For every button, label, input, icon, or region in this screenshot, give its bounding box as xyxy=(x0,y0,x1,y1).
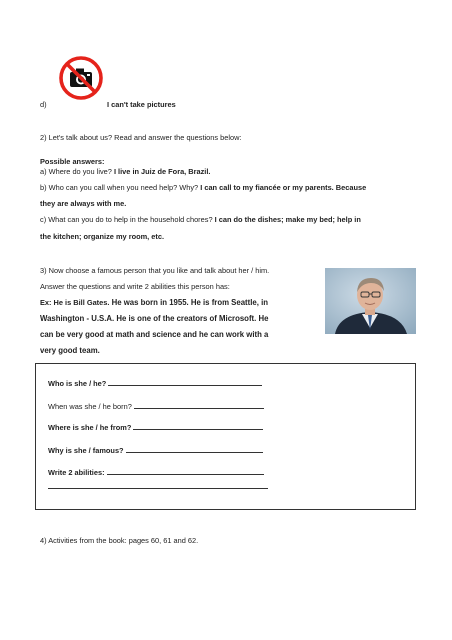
item-d-letter: d) xyxy=(40,100,47,109)
when-answer-line[interactable] xyxy=(134,401,264,409)
question-c: c) What can you do to help in the household chores? xyxy=(40,215,215,224)
why-label: Why is she / famous? xyxy=(48,446,124,455)
who-answer-line[interactable] xyxy=(108,378,262,386)
answer-c: I can do the dishes; make my bed; help in xyxy=(214,215,361,224)
section2-heading: 2) Let's talk about us? Read and answer the questions below: xyxy=(40,133,242,142)
when-row xyxy=(48,401,264,412)
where-label: Where is she / he from? xyxy=(48,423,132,432)
example-line-2: Washington - U.S.A. He is one of the creators of Microsoft. He xyxy=(40,314,269,323)
item-d-text: I can't take pictures xyxy=(107,100,176,109)
who-row xyxy=(48,378,262,389)
possible-answers-label: Possible answers: xyxy=(40,157,105,166)
answer-b-continued: they are always with me. xyxy=(40,199,127,208)
answer-b: I can call to my fiancée or my parents. Because xyxy=(200,183,367,192)
abilities-row xyxy=(48,467,264,478)
why-answer-line[interactable] xyxy=(126,445,263,453)
extra-answer-line[interactable] xyxy=(48,488,268,489)
example-line-1 xyxy=(40,298,268,308)
qa-line-b xyxy=(40,183,366,193)
abilities-answer-line[interactable] xyxy=(107,467,264,475)
where-answer-line[interactable] xyxy=(133,422,263,430)
why-row xyxy=(48,445,263,456)
section3-heading: 3) Now choose a famous person that you like and talk about her / him. xyxy=(40,266,270,275)
no-camera-icon xyxy=(59,56,103,100)
portrait-photo xyxy=(325,268,416,334)
example-line-4: very good team. xyxy=(40,346,100,355)
qa-line-c xyxy=(40,215,361,225)
example-text-1: He was born in 1955. He is from Seattle, in xyxy=(109,298,269,307)
when-label: When was she / he born? xyxy=(48,402,132,411)
answer-c-continued: the kitchen; organize my room, etc. xyxy=(40,232,165,241)
question-b: b) Who can you call when you need help? Why? xyxy=(40,183,201,192)
section4-text: 4) Activities from the book: pages 60, 61 and 62. xyxy=(40,536,199,545)
example-line-3: can be very good at math and science and he can work with a xyxy=(40,330,269,339)
who-label: Who is she / he? xyxy=(48,379,107,388)
answer-a: I live in Juiz de Fora, Brazil. xyxy=(113,167,211,176)
example-prefix: Ex: He is Bill Gates. xyxy=(40,298,110,307)
where-row xyxy=(48,422,263,433)
question-a: a) Where do you live? xyxy=(40,167,114,176)
qa-line-a xyxy=(40,167,210,177)
abilities-label: Write 2 abilities: xyxy=(48,468,105,477)
section3-instruction: Answer the questions and write 2 abilities this person has: xyxy=(40,282,230,291)
